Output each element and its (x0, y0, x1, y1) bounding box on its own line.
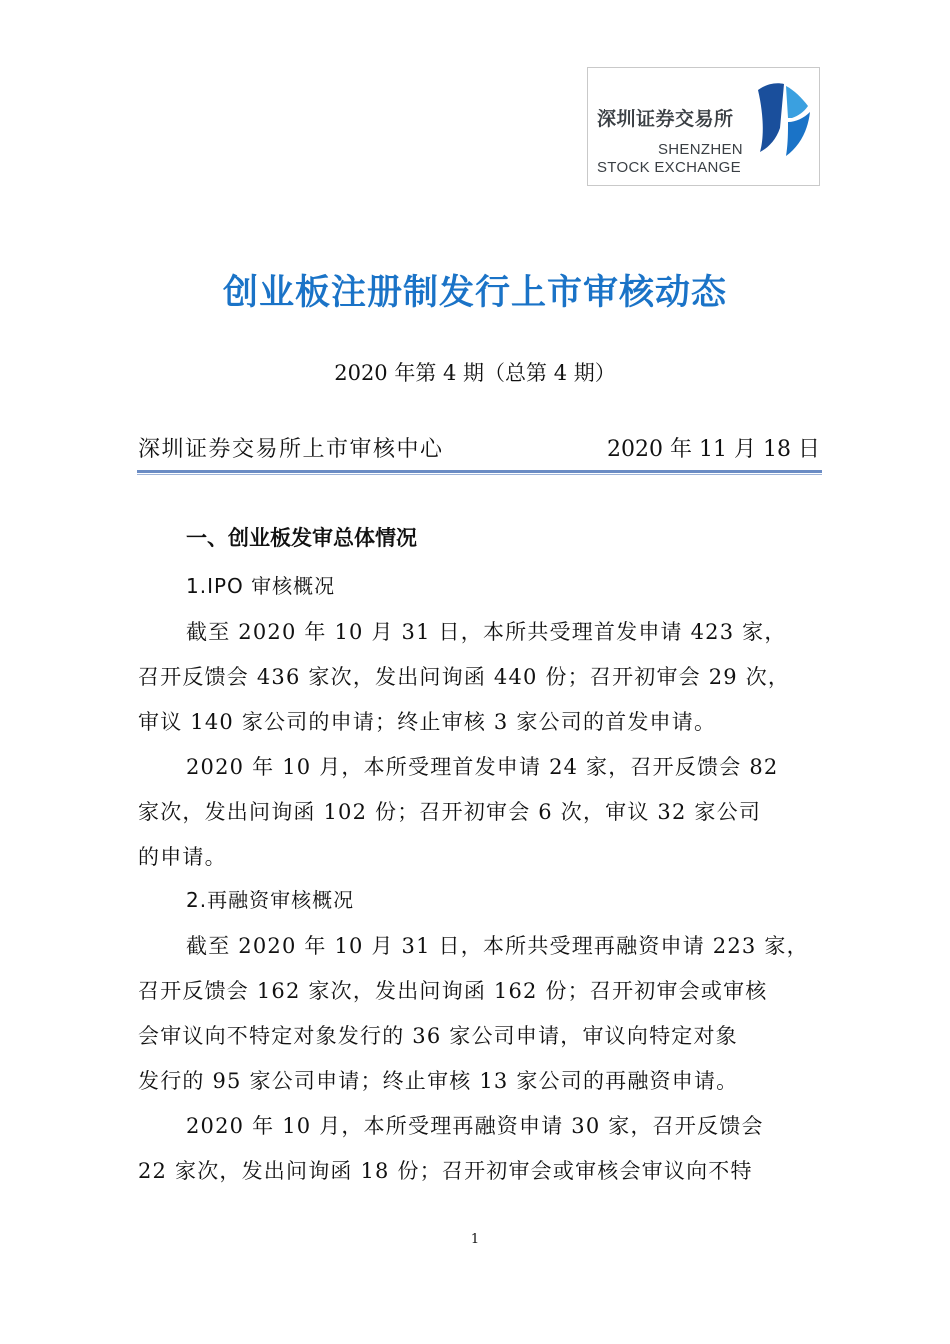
text-line: 发行的 95 家公司申请；终止审核 13 家公司的再融资申请。 (138, 1069, 739, 1093)
text-line: 截至 2020 年 10 月 31 日，本所共受理首发申请 423 家， (186, 620, 787, 644)
text-line: 召开反馈会 162 家次，发出问询函 162 份；召开初审会或审核 (138, 979, 768, 1003)
text-line: 的申请。 (138, 845, 227, 869)
paragraph-refinancing-october (138, 1104, 822, 1194)
page-title: 创业板注册制发行上市审核动态 (222, 273, 727, 313)
logo-name-en-line2: STOCK EXCHANGE (597, 159, 741, 176)
paragraph-ipo-cumulative (138, 610, 822, 745)
header-divider (137, 470, 822, 473)
issue-number: 2020 年第 4 期（总第 4 期） (334, 361, 616, 385)
page-number: 1 (470, 1232, 480, 1247)
subsection-heading-refinancing: 2.再融资审核概况 (186, 888, 355, 912)
text-line: 2020 年 10 月，本所受理再融资申请 30 家，召开反馈会 (186, 1114, 764, 1138)
text-line: 截至 2020 年 10 月 31 日，本所共受理再融资申请 223 家， (186, 934, 809, 958)
header-divider-thin (137, 474, 822, 475)
document-body (138, 518, 822, 1194)
paragraph-refinancing-cumulative (138, 924, 822, 1104)
exchange-logo (587, 67, 820, 186)
exchange-emblem-icon (754, 82, 812, 158)
text-line: 召开反馈会 436 家次，发出问询函 440 份；召开初审会 29 次， (138, 665, 791, 689)
text-line: 家次，发出问询函 102 份；召开初审会 6 次，审议 32 家公司 (138, 800, 762, 824)
text-line: 2020 年 10 月，本所受理首发申请 24 家，召开反馈会 82 (186, 755, 779, 779)
logo-name-en-line1: SHENZHEN (658, 141, 743, 158)
text-line: 审议 140 家公司的申请；终止审核 3 家公司的首发申请。 (138, 710, 717, 734)
paragraph-ipo-october (138, 745, 822, 880)
text-line: 22 家次，发出问询函 18 份；召开初审会或审核会审议向不特 (138, 1159, 753, 1183)
text-line: 会审议向不特定对象发行的 36 家公司申请，审议向特定对象 (138, 1024, 738, 1048)
publisher: 深圳证券交易所上市审核中心 (138, 437, 444, 462)
subsection-heading-ipo: 1.IPO 审核概况 (186, 574, 336, 598)
section-heading: 一、创业板发审总体情况 (186, 526, 417, 550)
logo-name-cn: 深圳证券交易所 (597, 108, 734, 130)
publish-date: 2020 年 11 月 18 日 (607, 437, 820, 462)
